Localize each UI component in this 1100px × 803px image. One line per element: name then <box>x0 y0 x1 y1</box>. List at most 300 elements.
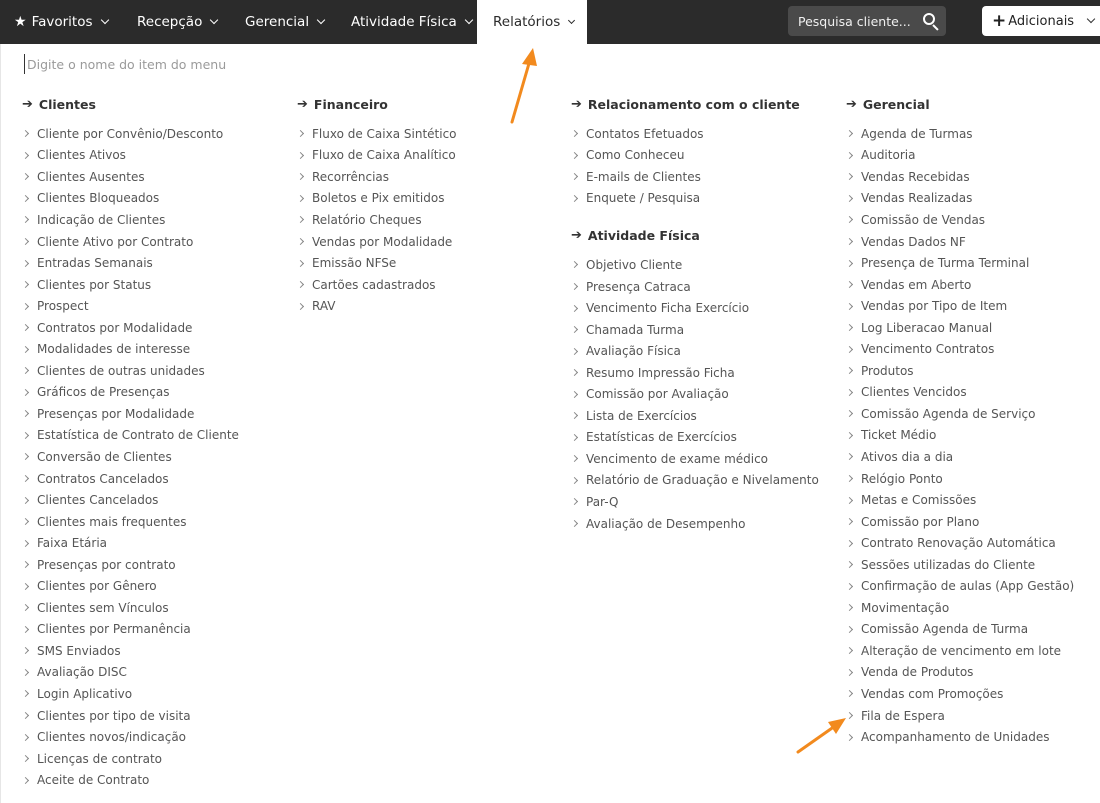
menu-item-label: Estatísticas de Exercícios <box>586 430 737 445</box>
menu-item-label: Vendas com Promoções <box>861 686 1004 701</box>
chevron-right-icon <box>22 604 29 611</box>
menu-item[interactable] <box>22 382 292 404</box>
menu-item[interactable] <box>22 145 292 167</box>
chevron-right-icon <box>22 540 29 547</box>
menu-item-label: Auditoria <box>861 148 916 163</box>
chevron-right-icon <box>846 497 853 504</box>
chevron-right-icon <box>297 216 304 223</box>
menu-item-label: Cartões cadastrados <box>312 277 436 292</box>
menu-item-label: Contratos por Modalidade <box>37 320 193 335</box>
menu-item[interactable] <box>846 382 1100 404</box>
section-title-label: Gerencial <box>862 97 930 112</box>
section-list <box>297 123 567 317</box>
menu-item-search-input[interactable] <box>24 54 624 74</box>
menu-item[interactable] <box>571 362 841 384</box>
chevron-right-icon <box>297 281 304 288</box>
menu-item-label: Clientes de outras unidades <box>37 363 205 378</box>
chevron-right-icon <box>22 647 29 654</box>
menu-item-label: SMS Enviados <box>37 643 121 658</box>
menu-column <box>297 94 567 317</box>
menu-item[interactable] <box>22 403 292 425</box>
menu-item-label: Vendas Dados NF <box>861 234 966 249</box>
chevron-right-icon <box>297 260 304 267</box>
arrow-right-icon: ➔ <box>571 97 582 112</box>
menu-item[interactable] <box>846 317 1100 339</box>
menu-item-label: Boletos e Pix emitidos <box>312 191 445 206</box>
chevron-right-icon <box>846 389 853 396</box>
menu-item-label: E-mails de Clientes <box>586 169 701 184</box>
chevron-right-icon <box>22 497 29 504</box>
chevron-right-icon <box>846 281 853 288</box>
menu-item[interactable] <box>22 683 292 705</box>
menu-item[interactable] <box>571 188 841 210</box>
menu-item[interactable] <box>571 319 841 341</box>
chevron-right-icon <box>846 647 853 654</box>
menu-item-label: Presenças por contrato <box>37 557 176 572</box>
menu-item-label: Modalidades de interesse <box>37 342 191 357</box>
menu-column <box>22 94 292 791</box>
menu-item[interactable] <box>22 231 292 253</box>
chevron-right-icon <box>22 260 29 267</box>
nav-gerencial[interactable] <box>223 0 331 44</box>
menu-item[interactable] <box>22 317 292 339</box>
menu-item[interactable] <box>571 254 841 276</box>
top-navbar <box>0 0 1100 44</box>
chevron-right-icon <box>22 755 29 762</box>
chevron-right-icon <box>846 260 853 267</box>
chevron-right-icon <box>22 475 29 482</box>
menu-item[interactable] <box>22 123 292 145</box>
menu-item-label: Presença Catraca <box>586 279 691 294</box>
chevron-right-icon <box>846 195 853 202</box>
menu-item-label: Clientes Ativos <box>37 148 126 163</box>
chevron-right-icon <box>297 238 304 245</box>
section-title-label: Atividade Física <box>587 228 700 244</box>
chevron-right-icon <box>571 326 578 333</box>
chevron-right-icon <box>22 734 29 741</box>
menu-item-label: Agenda de Turmas <box>861 126 973 141</box>
star-icon: ★ <box>14 14 27 30</box>
menu-item-label: Lista de Exercícios <box>586 408 697 423</box>
section-title-label: Clientes <box>38 97 96 112</box>
menu-item-label: Cliente Ativo por Contrato <box>37 234 194 249</box>
menu-item-label: Recorrências <box>312 169 390 184</box>
menu-item[interactable] <box>297 145 567 167</box>
menu-item[interactable] <box>846 425 1100 447</box>
chevron-right-icon <box>297 195 304 202</box>
adicionais-label: Adicionais <box>1008 13 1075 29</box>
nav-favoritos-label: Favoritos <box>31 14 93 30</box>
menu-item[interactable] <box>22 597 292 619</box>
menu-item-label: Prospect <box>37 299 89 314</box>
menu-item-label: Contrato Renovação Automática <box>861 536 1056 551</box>
menu-item[interactable] <box>22 360 292 382</box>
menu-item[interactable] <box>571 470 841 492</box>
search-icon[interactable] <box>916 6 946 36</box>
chevron-right-icon <box>22 173 29 180</box>
plus-icon: + <box>992 10 1007 31</box>
chevron-right-icon <box>22 324 29 331</box>
arrow-right-icon: ➔ <box>297 97 308 112</box>
menu-item[interactable] <box>297 252 567 274</box>
chevron-right-icon <box>846 130 853 137</box>
menu-item[interactable] <box>571 491 841 513</box>
section-title <box>571 94 841 115</box>
chevron-right-icon <box>22 346 29 353</box>
menu-item-label: Vendas por Tipo de Item <box>861 299 1008 314</box>
menu-item[interactable] <box>846 446 1100 468</box>
nav-recepcao[interactable] <box>112 0 223 44</box>
menu-item[interactable] <box>846 489 1100 511</box>
menu-item[interactable] <box>571 166 841 188</box>
menu-item[interactable] <box>846 295 1100 317</box>
menu-item-label: Alteração de vencimento em lote <box>861 643 1062 658</box>
menu-item[interactable] <box>571 405 841 427</box>
chevron-right-icon <box>846 561 853 568</box>
chevron-right-icon <box>846 690 853 697</box>
chevron-right-icon <box>22 669 29 676</box>
menu-item-label: Avaliação DISC <box>37 665 127 680</box>
chevron-right-icon <box>571 152 578 159</box>
chevron-right-icon <box>846 216 853 223</box>
section-title-label: Financeiro <box>313 97 388 112</box>
chevron-right-icon <box>22 561 29 568</box>
menu-item[interactable] <box>22 619 292 641</box>
menu-item-label: Vendas Realizadas <box>861 191 973 206</box>
menu-item-label: Clientes por tipo de visita <box>37 708 191 723</box>
menu-column <box>846 94 1100 748</box>
menu-item-label: Login Aplicativo <box>37 686 133 701</box>
menu-item[interactable] <box>22 166 292 188</box>
menu-item[interactable] <box>22 468 292 490</box>
menu-item[interactable] <box>571 513 841 535</box>
menu-item-label: Relógio Ponto <box>861 471 943 486</box>
menu-item-label: RAV <box>312 299 336 314</box>
menu-item[interactable] <box>22 705 292 727</box>
menu-item[interactable] <box>22 748 292 770</box>
chevron-right-icon <box>846 303 853 310</box>
menu-item[interactable] <box>22 511 292 533</box>
menu-item-label: Venda de Produtos <box>861 665 974 680</box>
menu-item[interactable] <box>846 532 1100 554</box>
menu-item[interactable] <box>846 705 1100 727</box>
nav-atividade-fisica[interactable] <box>331 0 477 44</box>
menu-item[interactable] <box>571 383 841 405</box>
menu-item-label: Clientes Cancelados <box>37 493 159 508</box>
chevron-right-icon <box>846 346 853 353</box>
menu-item[interactable] <box>846 252 1100 274</box>
menu-column <box>571 94 841 534</box>
chevron-right-icon <box>297 173 304 180</box>
arrow-right-icon: ➔ <box>22 97 33 112</box>
menu-item-label: Log Liberacao Manual <box>861 320 993 335</box>
menu-item-label: Comissão de Vendas <box>861 212 986 227</box>
chevron-right-icon <box>22 777 29 784</box>
section-title <box>297 94 567 115</box>
menu-item-label: Clientes Bloqueados <box>37 191 160 206</box>
menu-item-label: Cliente por Convênio/Desconto <box>37 126 224 141</box>
nav-atividade-fisica-label: Atividade Física <box>351 14 457 30</box>
menu-item-label: Chamada Turma <box>586 322 685 337</box>
menu-item-label: Clientes mais frequentes <box>37 514 187 529</box>
menu-item-label: Par-Q <box>586 494 619 509</box>
menu-item[interactable] <box>22 209 292 231</box>
menu-item[interactable] <box>571 448 841 470</box>
menu-item[interactable] <box>22 446 292 468</box>
menu-item-label: Comissão Agenda de Turma <box>861 622 1029 637</box>
menu-item[interactable] <box>846 619 1100 641</box>
menu-item[interactable] <box>297 166 567 188</box>
menu-item[interactable] <box>297 295 567 317</box>
menu-item[interactable] <box>846 166 1100 188</box>
nav-recepcao-label: Recepção <box>137 14 203 30</box>
nav-favoritos[interactable] <box>0 0 112 44</box>
chevron-right-icon <box>571 173 578 180</box>
menu-item[interactable] <box>846 468 1100 490</box>
menu-item[interactable] <box>22 640 292 662</box>
menu-item-label: Comissão Agenda de Serviço <box>861 406 1036 421</box>
chevron-right-icon <box>846 712 853 719</box>
menu-item-label: Clientes Vencidos <box>861 385 967 400</box>
menu-item-label: Fluxo de Caixa Analítico <box>312 148 456 163</box>
chevron-right-icon <box>846 626 853 633</box>
chevron-right-icon <box>571 412 578 419</box>
chevron-right-icon <box>571 369 578 376</box>
menu-item[interactable] <box>22 295 292 317</box>
menu-item[interactable] <box>297 123 567 145</box>
chevron-down-icon <box>100 16 108 24</box>
section-title <box>22 94 292 115</box>
menu-item[interactable] <box>846 209 1100 231</box>
chevron-right-icon <box>571 130 578 137</box>
menu-item[interactable] <box>571 123 841 145</box>
chevron-right-icon <box>846 734 853 741</box>
menu-item-label: Relatório Cheques <box>312 212 422 227</box>
menu-item-label: Licenças de contrato <box>37 751 163 766</box>
menu-item-label: Vendas Recebidas <box>861 169 970 184</box>
menu-item[interactable] <box>297 209 567 231</box>
chevron-right-icon <box>297 303 304 310</box>
menu-item[interactable] <box>297 274 567 296</box>
menu-item-label: Vendas por Modalidade <box>312 234 453 249</box>
menu-item-label: Metas e Comissões <box>861 493 977 508</box>
menu-item[interactable] <box>846 403 1100 425</box>
menu-item-label: Objetivo Cliente <box>586 257 683 272</box>
menu-item[interactable] <box>22 554 292 576</box>
menu-item-label: Fila de Espera <box>861 708 945 723</box>
menu-item-label: Vencimento Contratos <box>861 342 995 357</box>
chevron-right-icon <box>571 391 578 398</box>
section-list <box>571 254 841 534</box>
menu-item-label: Ticket Médio <box>861 428 937 443</box>
menu-item[interactable] <box>846 683 1100 705</box>
chevron-right-icon <box>846 475 853 482</box>
arrow-right-icon: ➔ <box>846 97 857 112</box>
menu-item-label: Presenças por Modalidade <box>37 406 195 421</box>
menu-item-label: Avaliação Física <box>586 344 681 359</box>
adicionais-button[interactable] <box>982 6 1100 36</box>
chevron-down-icon <box>568 16 575 23</box>
menu-item-label: Gráficos de Presenças <box>37 385 170 400</box>
menu-item[interactable] <box>846 554 1100 576</box>
chevron-right-icon <box>22 690 29 697</box>
menu-item-label: Confirmação de aulas (App Gestão) <box>861 579 1075 594</box>
menu-item[interactable] <box>846 338 1100 360</box>
chevron-right-icon <box>22 216 29 223</box>
menu-item-label: Clientes por Permanência <box>37 622 191 637</box>
menu-item-label: Vencimento Ficha Exercício <box>586 301 750 316</box>
section-list <box>846 123 1100 748</box>
section-title <box>571 225 841 246</box>
chevron-right-icon <box>22 281 29 288</box>
menu-item-label: Conversão de Clientes <box>37 449 172 464</box>
menu-item-label: Clientes por Gênero <box>37 579 157 594</box>
menu-item[interactable] <box>571 145 841 167</box>
menu-item-label: Clientes Ausentes <box>37 169 145 184</box>
chevron-right-icon <box>846 604 853 611</box>
section-list <box>22 123 292 791</box>
menu-item-label: Estatística de Contrato de Cliente <box>37 428 239 443</box>
menu-item[interactable] <box>297 231 567 253</box>
section-title <box>846 94 1100 115</box>
chevron-right-icon <box>571 195 578 202</box>
chevron-right-icon <box>22 583 29 590</box>
chevron-right-icon <box>846 410 853 417</box>
chevron-right-icon <box>571 348 578 355</box>
chevron-right-icon <box>297 130 304 137</box>
menu-item[interactable] <box>846 123 1100 145</box>
menu-item-label: Comissão por Plano <box>861 514 980 529</box>
menu-item[interactable] <box>22 489 292 511</box>
menu-item[interactable] <box>22 575 292 597</box>
chevron-right-icon <box>846 173 853 180</box>
chevron-right-icon <box>22 152 29 159</box>
menu-item-label: Ativos dia a dia <box>861 449 954 464</box>
chevron-right-icon <box>22 518 29 525</box>
menu-item[interactable] <box>846 726 1100 748</box>
chevron-right-icon <box>846 518 853 525</box>
menu-item[interactable] <box>297 188 567 210</box>
menu-item[interactable] <box>846 575 1100 597</box>
chevron-right-icon <box>22 367 29 374</box>
chevron-down-icon <box>465 16 473 24</box>
chevron-down-icon <box>317 16 325 24</box>
menu-item-label: Enquete / Pesquisa <box>586 191 701 206</box>
chevron-right-icon <box>571 434 578 441</box>
menu-item[interactable] <box>846 274 1100 296</box>
nav-relatorios[interactable] <box>477 0 587 44</box>
chevron-right-icon <box>297 152 304 159</box>
menu-item[interactable] <box>846 231 1100 253</box>
chevron-right-icon <box>22 453 29 460</box>
chevron-right-icon <box>571 283 578 290</box>
menu-item[interactable] <box>22 726 292 748</box>
chevron-right-icon <box>571 261 578 268</box>
chevron-right-icon <box>846 583 853 590</box>
menu-item-label: Vendas em Aberto <box>861 277 972 292</box>
chevron-right-icon <box>846 669 853 676</box>
menu-item-label: Aceite de Contrato <box>37 773 150 788</box>
chevron-right-icon <box>846 324 853 331</box>
menu-item-label: Clientes novos/indicação <box>37 730 187 745</box>
menu-item-label: Avaliação de Desempenho <box>586 516 746 531</box>
chevron-right-icon <box>846 432 853 439</box>
menu-item-label: Vencimento de exame médico <box>586 451 769 466</box>
menu-item-label: Resumo Impressão Ficha <box>586 365 735 380</box>
menu-item-label: Entradas Semanais <box>37 256 153 271</box>
chevron-right-icon <box>571 305 578 312</box>
menu-item-label: Fluxo de Caixa Sintético <box>312 126 457 141</box>
menu-item[interactable] <box>571 340 841 362</box>
menu-item[interactable] <box>846 597 1100 619</box>
chevron-right-icon <box>846 453 853 460</box>
chevron-right-icon <box>846 367 853 374</box>
menu-item[interactable] <box>22 188 292 210</box>
menu-item-label: Contatos Efetuados <box>586 126 704 141</box>
menu-item-label: Clientes sem Vínculos <box>37 600 169 615</box>
chevron-right-icon <box>22 626 29 633</box>
client-search-placeholder: Pesquisa cliente... <box>798 13 911 29</box>
chevron-right-icon <box>571 498 578 505</box>
menu-item[interactable] <box>22 532 292 554</box>
chevron-right-icon <box>22 238 29 245</box>
menu-item-label: Comissão por Avaliação <box>586 387 729 402</box>
nav-relatorios-label: Relatórios <box>493 14 561 30</box>
menu-item[interactable] <box>22 338 292 360</box>
menu-item-label: Faixa Etária <box>37 536 108 551</box>
chevron-right-icon <box>22 195 29 202</box>
chevron-down-icon <box>210 16 218 24</box>
chevron-right-icon <box>846 152 853 159</box>
arrow-right-icon: ➔ <box>571 228 582 244</box>
menu-item-label: Contratos Cancelados <box>37 471 169 486</box>
menu-item[interactable] <box>22 769 292 791</box>
menu-item[interactable] <box>22 274 292 296</box>
chevron-right-icon <box>22 712 29 719</box>
menu-item[interactable] <box>846 662 1100 684</box>
section-list <box>571 123 841 209</box>
menu-item[interactable] <box>846 511 1100 533</box>
chevron-right-icon <box>846 540 853 547</box>
menu-item[interactable] <box>571 427 841 449</box>
section-title-label: Relacionamento com o cliente <box>587 97 800 112</box>
nav-gerencial-label: Gerencial <box>245 14 310 30</box>
menu-item-label: Presença de Turma Terminal <box>861 256 1030 271</box>
menu-item-label: Movimentação <box>861 600 950 615</box>
menu-item-label: Sessões utilizadas do Cliente <box>861 557 1036 572</box>
menu-item-label: Como Conheceu <box>586 148 685 163</box>
menu-item[interactable] <box>22 252 292 274</box>
menu-item[interactable] <box>22 662 292 684</box>
client-search-input[interactable] <box>788 6 946 36</box>
menu-item[interactable] <box>846 640 1100 662</box>
chevron-right-icon <box>22 389 29 396</box>
chevron-right-icon <box>22 432 29 439</box>
menu-item-label: Indicação de Clientes <box>37 212 166 227</box>
menu-item-label: Produtos <box>861 363 914 378</box>
menu-item[interactable] <box>571 276 841 298</box>
menu-item[interactable] <box>22 425 292 447</box>
menu-item[interactable] <box>571 297 841 319</box>
menu-item-label: Clientes por Status <box>37 277 152 292</box>
chevron-right-icon <box>571 520 578 527</box>
menu-item-label: Acompanhamento de Unidades <box>861 730 1050 745</box>
menu-item[interactable] <box>846 145 1100 167</box>
menu-item-label: Relatório de Graduação e Nivelamento <box>586 473 819 488</box>
menu-item[interactable] <box>846 360 1100 382</box>
menu-item[interactable] <box>846 188 1100 210</box>
chevron-right-icon <box>846 238 853 245</box>
